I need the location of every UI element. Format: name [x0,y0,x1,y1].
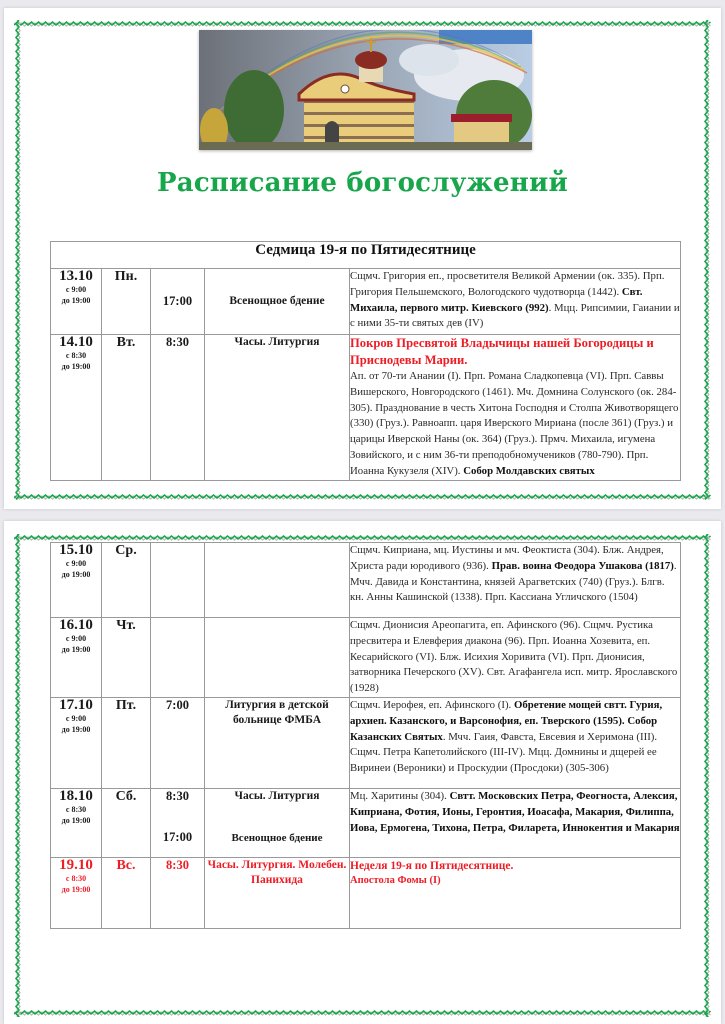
service-name: Часы. Литургия [234,789,320,802]
date: 13.10 [59,268,93,284]
saints-of-day [350,697,681,788]
zigzag-border-bottom [14,493,711,501]
service-time: 17:00 [151,269,205,335]
date-cell [51,618,102,698]
weekday: Ср. [102,543,151,618]
date: 17.10 [59,696,93,713]
service-name: Часы. Литургия. Молебен. Панихида [205,857,350,928]
date-cell [51,697,102,788]
date-cell [51,788,102,857]
weekday: Вс. [102,857,151,928]
saints-of-day [350,269,681,335]
date: 15.10 [59,542,93,558]
table-row [51,618,681,698]
saints-text: . Мцц. Рипсимии, Гаиании и с ними 35-ти святых дев (IV) [350,301,680,330]
table-row [51,697,681,788]
open-from: с 8:30 [65,873,87,883]
weekday: Сб. [102,788,151,857]
saints-text: Сщмч. Григория еп., просветителя Великой Армении (ок. 335). Прп. Григория Пельшемского, Вологодского чудотворца (1442). [350,270,665,298]
saints-of-day [350,543,681,618]
open-to: до 19:00 [61,884,91,894]
zigzag-border-top [14,20,711,28]
saints-text: . Мчч. Давида и Константина, князей Арагветских (740) (Груз.). Блгв. кн. Анны Кашинской (1338). Прп. Кассиана Угличского (1504) [350,559,677,604]
open-from: с 9:00 [65,713,87,723]
saints-bold: Собор Молдавских святых [463,464,595,477]
zigzag-border-bottom [14,1009,711,1017]
table-row [51,269,681,335]
zigzag-border-top [14,534,711,542]
date: 19.10 [59,856,93,873]
table-row [51,335,681,481]
date: 16.10 [59,617,93,633]
zigzag-border-right [703,534,711,1017]
weekday: Пн. [102,269,151,335]
open-to: до 19:00 [61,724,91,734]
saints-of-day [350,788,681,857]
service-name [205,618,350,698]
weekday: Пт. [102,697,151,788]
saints-text: Сщмч. Иерофея, еп. Афинского (I). [350,698,514,711]
date-cell [51,857,102,928]
open-to: до 19:00 [61,296,91,305]
open-from: с 8:30 [65,351,87,360]
saints-text: Мц. Харитины (304). [350,789,450,802]
week-header: Седмица 19-я по Пятидесятнице [51,242,681,269]
saints-text: Сщмч. Киприана, мц. Иустины и мч. Феоктиста (304). Блж. Андрея, Христа ради юродивого (936). [350,544,664,572]
open-to: до 19:00 [61,362,91,371]
service-names [205,788,350,857]
schedule-page-1 [4,8,721,509]
table-row [51,543,681,618]
schedule-page-2 [4,521,721,1024]
service-name: Всенощное бдение [231,831,323,844]
saints-bold: Свт. Михаила, первого митр. Киевского (992) [350,285,643,314]
open-from: с 9:00 [65,285,87,294]
open-from: с 9:00 [65,634,87,643]
service-times [151,788,205,857]
feast-title: Покров Пресвятой Владычицы нашей Богородицы и Приснодевы Марии. [350,336,654,367]
service-time: 17:00 [162,829,193,844]
saints-bold: Обретение мощей свтт. Гурия, архиеп. Казанского, и Варсонофия, еп. Тверского (1595). Собор Казанских Святых [350,698,663,743]
saints-of-day: Сщмч. Дионисия Ареопагита, еп. Афинского (96). Сщмч. Рустика пресвитера и Елевферия диакона (96). Прп. Иоанна Хозевита, еп. Кесарийского (VI). Блж. Исихия Хоривита (VI). Прп. Дионисия, затворника Печерского (XV). Свт. Агафангела исп. митр. Ярославского (1928) [350,618,681,698]
schedule-table-continued [50,542,681,929]
sunday-saint: Апостола Фомы (I) [350,874,441,886]
open-to: до 19:00 [61,645,91,654]
date: 14.10 [59,334,93,350]
open-to: до 19:00 [61,570,91,579]
saints-of-day [350,335,681,481]
sunday-title: Неделя 19-я по Пятидесятнице. [350,859,514,872]
zigzag-border-left [14,534,22,1017]
date-cell [51,269,102,335]
weekday: Чт. [102,618,151,698]
schedule-table [50,241,681,481]
service-time: 8:30 [151,335,205,481]
open-to: до 19:00 [61,815,91,825]
table-row-sunday [51,857,681,928]
weekday: Вт. [102,335,151,481]
saints-bold: Прав. воина Феодора Ушакова (1817) [491,559,674,572]
zigzag-border-left [14,20,22,501]
saints-of-day [350,857,681,928]
date-cell [51,335,102,481]
saints-text: . Мчч. Гаия, Фавста, Евсевия и Херимона (III). Сщмч. Петра Капетолийского (III-IV). Мцц. Домнины и дщерей ее Виринеи (Вероники) и Проскудии (Просдоки) (305-306) [350,730,658,775]
page-title: Расписание богослужений [157,168,568,198]
service-name: Часы. Литургия [205,335,350,481]
service-time [151,543,205,618]
table-row [51,788,681,857]
service-name: Всенощное бдение [205,269,350,335]
service-name [205,543,350,618]
open-from: с 9:00 [65,559,87,568]
saints-bold: Свтт. Московских Петра, Феогноста, Алексия, Киприана, Фотия, Ионы, Геронтия, Иоасафа, Макария, Филиппа, Иова, Ермогена, Тихона, Петра, Филарета, Иннокентия и Макария [350,789,680,834]
date: 18.10 [59,787,93,804]
zigzag-border-right [703,20,711,501]
service-time: 8:30 [166,788,189,803]
service-time: 8:30 [151,857,205,928]
date-cell [51,543,102,618]
service-name: Литургия в детской больнице ФМБА [205,697,350,788]
service-time: 7:00 [151,697,205,788]
open-from: с 8:30 [65,804,87,814]
church-photo [199,30,532,150]
saints-text: Ап. от 70-ти Анании (I). Прп. Романа Сладкопевца (VI). Прп. Саввы Вишерского, Новгородского (1461). Мч. Домнина Солунского (ок. 284-305). Празднование в честь Хитона Господня и Столпа Животворящего (330) (Груз.). Равноапп. царя Иверского Мириана (после 361) (Груз.) и царицы Иверской Наны (ок. 364) (Груз.). Прмч. Михаила, игумена Зовийского, и с ним 36-ти преподобномучеников (780-790). Прп. Иоанна Кукузеля (XIV). [350,370,679,477]
service-time [151,618,205,698]
